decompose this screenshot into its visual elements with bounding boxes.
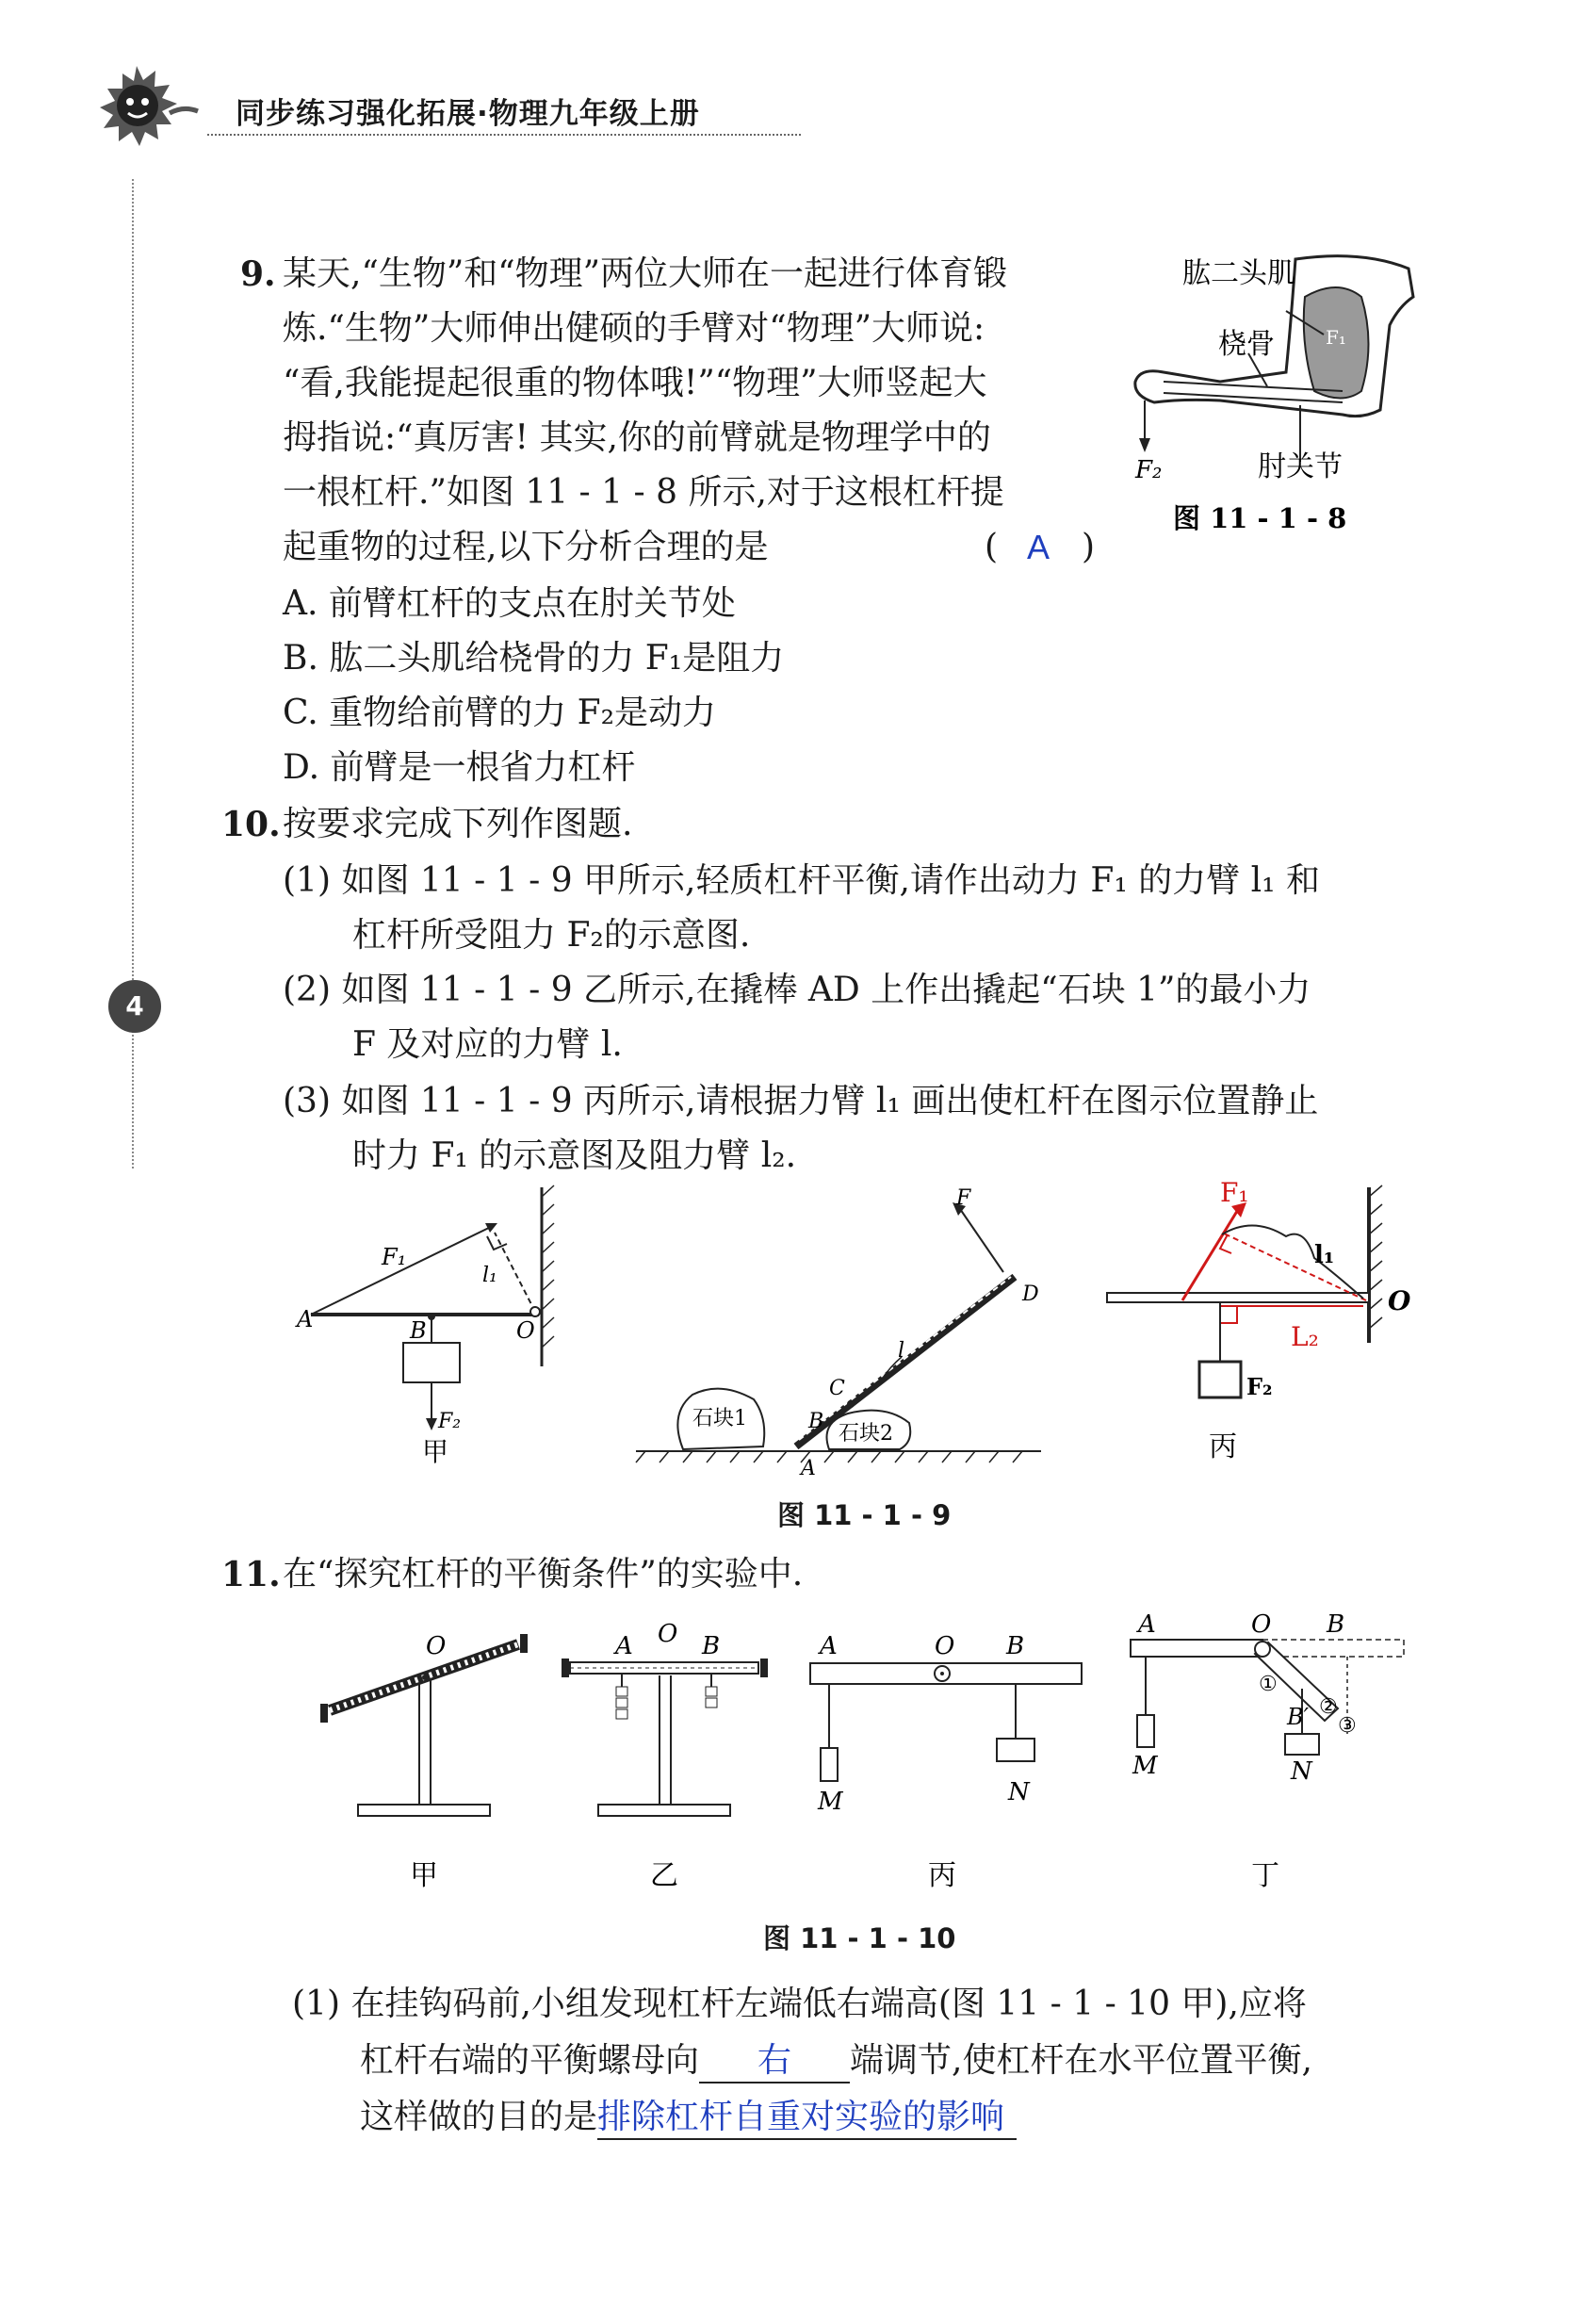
q10-item1-line2: 杠杆所受阻力 F₂的示意图. bbox=[352, 916, 751, 955]
figure-11-1-9-jia bbox=[292, 1178, 575, 1479]
fig8-caption: 图 11 - 1 - 8 bbox=[1173, 502, 1347, 534]
fig10-bing-m: M bbox=[818, 1788, 843, 1816]
fig10-bing-o: O bbox=[935, 1632, 955, 1660]
fig10-jia-lever bbox=[320, 1634, 528, 1816]
figure-11-1-10 bbox=[301, 1611, 1432, 1913]
bing-label-l1: l₁ bbox=[1314, 1241, 1335, 1269]
q9-answer: A bbox=[1027, 528, 1050, 566]
bing-label-l2: L₂ bbox=[1291, 1321, 1319, 1352]
page-header-title: 同步练习强化拓展·物理九年级上册 bbox=[236, 97, 700, 131]
fig10-name-jia: 甲 bbox=[410, 1859, 438, 1892]
fig8-label-joint: 肘关节 bbox=[1258, 450, 1343, 483]
page-number: 4 bbox=[108, 980, 161, 1033]
q10-item3-line2: 时力 F₁ 的示意图及阻力臂 l₂. bbox=[352, 1136, 797, 1175]
q9-line-6: 起重物的过程,以下分析合理的是 bbox=[283, 528, 769, 566]
q9-bracket-close: ) bbox=[1082, 528, 1096, 566]
fig10-name-yi: 乙 bbox=[650, 1859, 678, 1892]
q9-option-c: C. 重物给前臂的力 F₂是动力 bbox=[283, 694, 717, 732]
jia-label-l1: l₁ bbox=[482, 1264, 497, 1287]
fig10-bing-a: A bbox=[820, 1632, 838, 1660]
q10-number: 10. bbox=[221, 805, 281, 844]
fig10-ding-n: N bbox=[1291, 1757, 1312, 1786]
jia-label-f2: F₂ bbox=[438, 1410, 462, 1433]
mascot-sun-icon bbox=[75, 57, 217, 160]
q11-sub1-line2-pre: 杠杆右端的平衡螺母向 bbox=[360, 2041, 700, 2080]
jia-label-b: B bbox=[410, 1317, 427, 1344]
figure-11-1-10-caption: 图 11 - 1 - 10 bbox=[763, 1922, 956, 1954]
figure-11-1-9-bing bbox=[1088, 1168, 1432, 1479]
yi-label-f: F bbox=[956, 1186, 971, 1210]
fig10-ding-b: B bbox=[1327, 1611, 1345, 1639]
q9-line-4: 拇指说:“真厉害! 其实,你的前臂就是物理学中的 bbox=[283, 418, 991, 457]
fig10-ding-o: O bbox=[1251, 1611, 1272, 1639]
q9-option-b: B. 肱二头肌给桡骨的力 F₁是阻力 bbox=[283, 639, 785, 678]
q10-item2-line1: (2) 如图 11 - 1 - 9 乙所示,在撬棒 AD 上作出撬起“石块 1”的最小力 bbox=[283, 971, 1311, 1009]
bing-name: 丙 bbox=[1209, 1430, 1237, 1463]
fig10-yi-a: A bbox=[615, 1632, 633, 1660]
figure-11-1-9-yi bbox=[627, 1178, 1069, 1489]
q11-answer-blank-2[interactable]: 排除杠杆自重对实验的影响 bbox=[597, 2095, 1017, 2140]
yi-stone2: 石块2 bbox=[839, 1422, 893, 1446]
fig10-yi-b: B bbox=[702, 1632, 721, 1660]
yi-label-a: A bbox=[801, 1457, 816, 1480]
yi-stone1: 石块1 bbox=[692, 1407, 747, 1430]
fig10-ding-a: A bbox=[1138, 1611, 1156, 1639]
fig10-bing-n: N bbox=[1008, 1778, 1030, 1806]
q9-line-1: 某天,“生物”和“物理”两位大师在一起进行体育锻 bbox=[283, 254, 1008, 293]
q9-number: 9. bbox=[240, 254, 276, 294]
yi-label-b: B bbox=[808, 1410, 824, 1433]
q11-sub1-line1: (1) 在挂钩码前,小组发现杠杆左端低右端高(图 11 - 1 - 10 甲),应将 bbox=[292, 1985, 1307, 2023]
q11-sub1-line2 bbox=[360, 2034, 1312, 2088]
fig10-name-ding: 丁 bbox=[1251, 1859, 1279, 1892]
fig10-yi-o: O bbox=[658, 1620, 678, 1648]
q11-sub1-line2-post: 端调节,使杠杆在水平位置平衡, bbox=[850, 2041, 1312, 2080]
fig8-label-muscle: 肱二头肌 bbox=[1182, 257, 1295, 290]
yi-label-d: D bbox=[1022, 1283, 1039, 1306]
fig8-label-f2: F₂ bbox=[1135, 456, 1163, 484]
q10-item2-line2: F 及对应的力臂 l. bbox=[352, 1025, 623, 1064]
fig10-ding-circle3: ③ bbox=[1338, 1714, 1357, 1738]
q11-sub1-line3-pre: 这样做的目的是 bbox=[360, 2098, 598, 2136]
q11-answer-blank-1[interactable]: 右 bbox=[699, 2038, 850, 2083]
fig10-name-bing: 丙 bbox=[928, 1859, 956, 1892]
q11-number: 11. bbox=[221, 1555, 281, 1594]
jia-label-f1: F₁ bbox=[382, 1244, 407, 1270]
jia-label-o: O bbox=[516, 1317, 535, 1344]
q9-option-d: D. 前臂是一根省力杠杆 bbox=[283, 748, 636, 787]
fig10-ding-lever bbox=[1131, 1640, 1404, 1755]
yi-label-c: C bbox=[829, 1377, 845, 1400]
fig10-jia-o: O bbox=[426, 1632, 447, 1660]
yi-label-l: l bbox=[898, 1339, 905, 1363]
q10-item1-line1: (1) 如图 11 - 1 - 9 甲所示,轻质杠杆平衡,请作出动力 F₁ 的力臂 l₁ 和 bbox=[283, 861, 1321, 900]
q10-item3-line1: (3) 如图 11 - 1 - 9 丙所示,请根据力臂 l₁ 画出使杠杆在图示位置静止 bbox=[283, 1082, 1319, 1120]
fig10-ding-circle1: ① bbox=[1259, 1673, 1278, 1696]
fig10-bing-b: B bbox=[1006, 1632, 1025, 1660]
jia-name: 甲 bbox=[422, 1436, 449, 1467]
fig8-label-f1: F₁ bbox=[1326, 326, 1346, 349]
fig10-ding-circle2: ② bbox=[1319, 1695, 1338, 1719]
jia-label-a: A bbox=[297, 1306, 314, 1332]
fig10-yi-lever bbox=[562, 1659, 768, 1816]
fig10-bing-lever bbox=[810, 1663, 1082, 1781]
bing-label-o: O bbox=[1388, 1285, 1411, 1316]
q9-option-a: A. 前臂杠杆的支点在肘关节处 bbox=[283, 584, 736, 623]
q10-title: 按要求完成下列作图题. bbox=[283, 805, 633, 843]
fig8-label-bone: 桡骨 bbox=[1218, 328, 1275, 361]
fig10-ding-bprime: B′ bbox=[1287, 1704, 1310, 1730]
fig10-ding-m: M bbox=[1132, 1752, 1158, 1780]
q9-line-3: “看,我能提起很重的物体哦!”“物理”大师竖起大 bbox=[283, 364, 987, 402]
bing-label-f1: F₁ bbox=[1220, 1177, 1249, 1208]
q11-sub1-line3 bbox=[360, 2090, 1017, 2145]
q9-line-5: 一根杠杆.”如图 11 - 1 - 8 所示,对于这根杠杆提 bbox=[283, 473, 1004, 512]
bing-label-f2: F₂ bbox=[1246, 1373, 1273, 1400]
figure-11-1-9-caption: 图 11 - 1 - 9 bbox=[777, 1499, 952, 1531]
q9-bracket-open: ( bbox=[985, 528, 999, 566]
header-divider bbox=[207, 134, 801, 136]
figure-11-1-8-arm bbox=[1126, 240, 1441, 542]
q9-line-2: 炼.“生物”大师伸出健硕的手臂对“物理”大师说: bbox=[283, 309, 985, 348]
q11-title: 在“探究杠杆的平衡条件”的实验中. bbox=[283, 1555, 804, 1593]
